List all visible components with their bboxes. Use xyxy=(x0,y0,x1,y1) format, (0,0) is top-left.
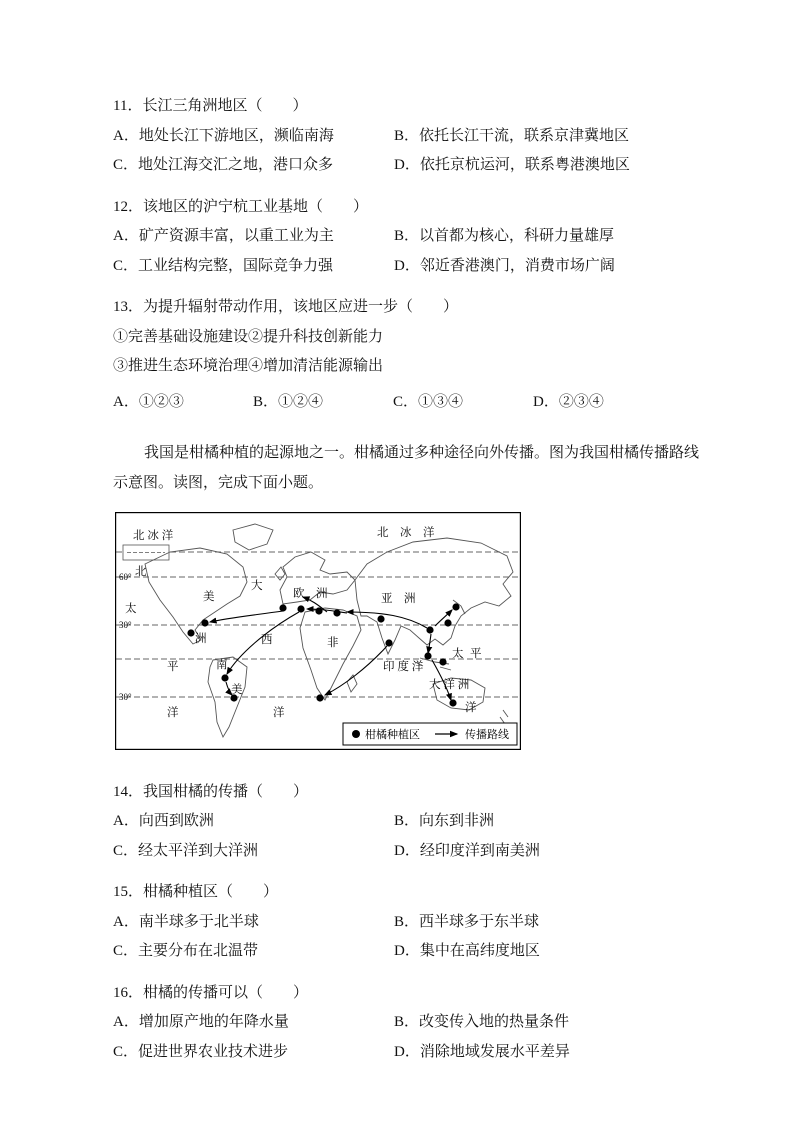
question-11-options xyxy=(113,122,716,181)
label-pacific-west-3: 洋 xyxy=(167,707,179,719)
option: B．向东到非洲 xyxy=(394,813,495,829)
option: A．向西到欧洲 xyxy=(113,813,214,829)
passage-line: 示意图。读图，完成下面小题。 xyxy=(113,474,324,491)
label-lat-30n: 30° xyxy=(119,620,132,630)
question-14-options xyxy=(113,807,716,866)
question-14-stem: 14．我国柑橘的传播（ ） xyxy=(113,783,309,800)
option: A．南半球多于北半球 xyxy=(113,913,259,930)
question-16-stem: 16．柑橘的传播可以（ ） xyxy=(113,984,309,1001)
option: D．经印度洋到南美洲 xyxy=(394,842,540,859)
question-13-item-line: ①完善基础设施建设②提升科技创新能力 xyxy=(113,328,384,345)
question-16 xyxy=(113,979,716,1068)
question-13-options xyxy=(113,388,716,418)
question-13-stem: 13．为提升辐射带动作用，该地区应进一步（ ） xyxy=(113,299,459,315)
option: C．地处江海交汇之地，港口众多 xyxy=(113,157,334,173)
option: B．以首都为核心，科研力量雄厚 xyxy=(394,228,615,244)
label-atlantic-2: 西 xyxy=(261,634,273,646)
option: A．矿产资源丰富，以重工业为主 xyxy=(113,228,334,244)
option: D．②③④ xyxy=(533,393,604,410)
option: D．集中在高纬度地区 xyxy=(394,943,540,959)
citrus-spread-map xyxy=(115,512,716,762)
map-labels xyxy=(119,525,482,719)
question-15 xyxy=(113,878,716,967)
label-lat-30s: 30° xyxy=(119,692,132,702)
question-11-stem: 11．长江三角洲地区（ ） xyxy=(113,98,308,114)
legend-dot-icon xyxy=(352,730,360,738)
legend-route-label: 传播路线 xyxy=(465,729,509,741)
label-atlantic-1: 大 xyxy=(251,580,263,592)
reading-passage xyxy=(113,439,716,498)
label-north-america-1: 北 xyxy=(135,566,147,578)
label-south-america-2: 美 xyxy=(231,684,243,696)
option: B．西半球多于东半球 xyxy=(394,913,540,930)
map-legend xyxy=(343,723,517,745)
option: B．①②④ xyxy=(253,393,324,410)
option: A．①②③ xyxy=(113,393,184,410)
label-atlantic-3: 洋 xyxy=(273,707,285,719)
continent-outlines xyxy=(145,524,513,737)
question-12-options xyxy=(113,222,716,281)
question-16-options xyxy=(113,1008,716,1067)
option: D．依托京杭运河，联系粤港澳地区 xyxy=(394,157,630,173)
label-pacific-east-2: 平 xyxy=(470,648,482,660)
option: C．主要分布在北温带 xyxy=(113,943,259,959)
map-scale-box xyxy=(123,545,169,560)
label-arctic-ocean-center: 北 冰 洋 xyxy=(377,527,435,539)
label-arctic-ocean-left: 北 冰 洋 xyxy=(133,530,174,542)
label-pacific-west-2: 平 xyxy=(167,661,179,673)
question-15-stem: 15．柑橘种植区（ ） xyxy=(113,884,279,900)
label-oceania: 大 洋 洲 xyxy=(429,679,470,691)
question-13-item-line: ③推进生态环境治理④增加清洁能源输出 xyxy=(113,358,384,374)
label-europe: 欧 洲 xyxy=(293,588,328,600)
question-14 xyxy=(113,778,716,867)
legend-planting-label: 柑橘种植区 xyxy=(365,729,420,741)
label-indian-ocean: 印 度 洋 xyxy=(383,661,424,673)
question-11 xyxy=(113,92,716,181)
question-15-options xyxy=(113,908,716,967)
label-pacific-west-1: 太 xyxy=(125,603,137,615)
question-13 xyxy=(113,293,716,417)
label-north-america-3: 洲 xyxy=(195,633,207,645)
option: A．增加原产地的年降水量 xyxy=(113,1014,289,1030)
option: D．消除地域发展水平差异 xyxy=(394,1043,570,1060)
option: B．依托长江干流，联系京津冀地区 xyxy=(394,127,630,144)
option: A．地处长江下游地区，濒临南海 xyxy=(113,127,334,144)
latitude-lines xyxy=(116,552,520,697)
label-asia: 亚 洲 xyxy=(381,593,416,605)
option: C．①③④ xyxy=(393,393,464,410)
question-12-stem: 12．该地区的沪宁杭工业基地（ ） xyxy=(113,198,369,215)
label-pacific-east-1: 太 xyxy=(452,648,464,660)
option: C．工业结构完整，国际竞争力强 xyxy=(113,257,334,274)
label-lat-60: 60° xyxy=(119,572,132,582)
label-pacific-east-3: 洋 xyxy=(465,702,477,714)
label-north-america-2: 美 xyxy=(203,591,215,603)
label-africa: 非 xyxy=(327,637,339,649)
passage-line: 我国是柑橘种植的起源地之一。柑橘通过多种途径向外传播。图为我国柑橘传播路线 xyxy=(144,445,700,461)
label-south-america-1: 南 xyxy=(216,659,228,671)
option: C．促进世界农业技术进步 xyxy=(113,1043,289,1060)
world-map-svg xyxy=(115,512,521,750)
option: B．改变传入地的热量条件 xyxy=(394,1014,570,1030)
option: C．经太平洋到大洋洲 xyxy=(113,842,259,859)
option: D．邻近香港澳门，消费市场广阔 xyxy=(394,257,615,274)
question-12 xyxy=(113,193,716,282)
